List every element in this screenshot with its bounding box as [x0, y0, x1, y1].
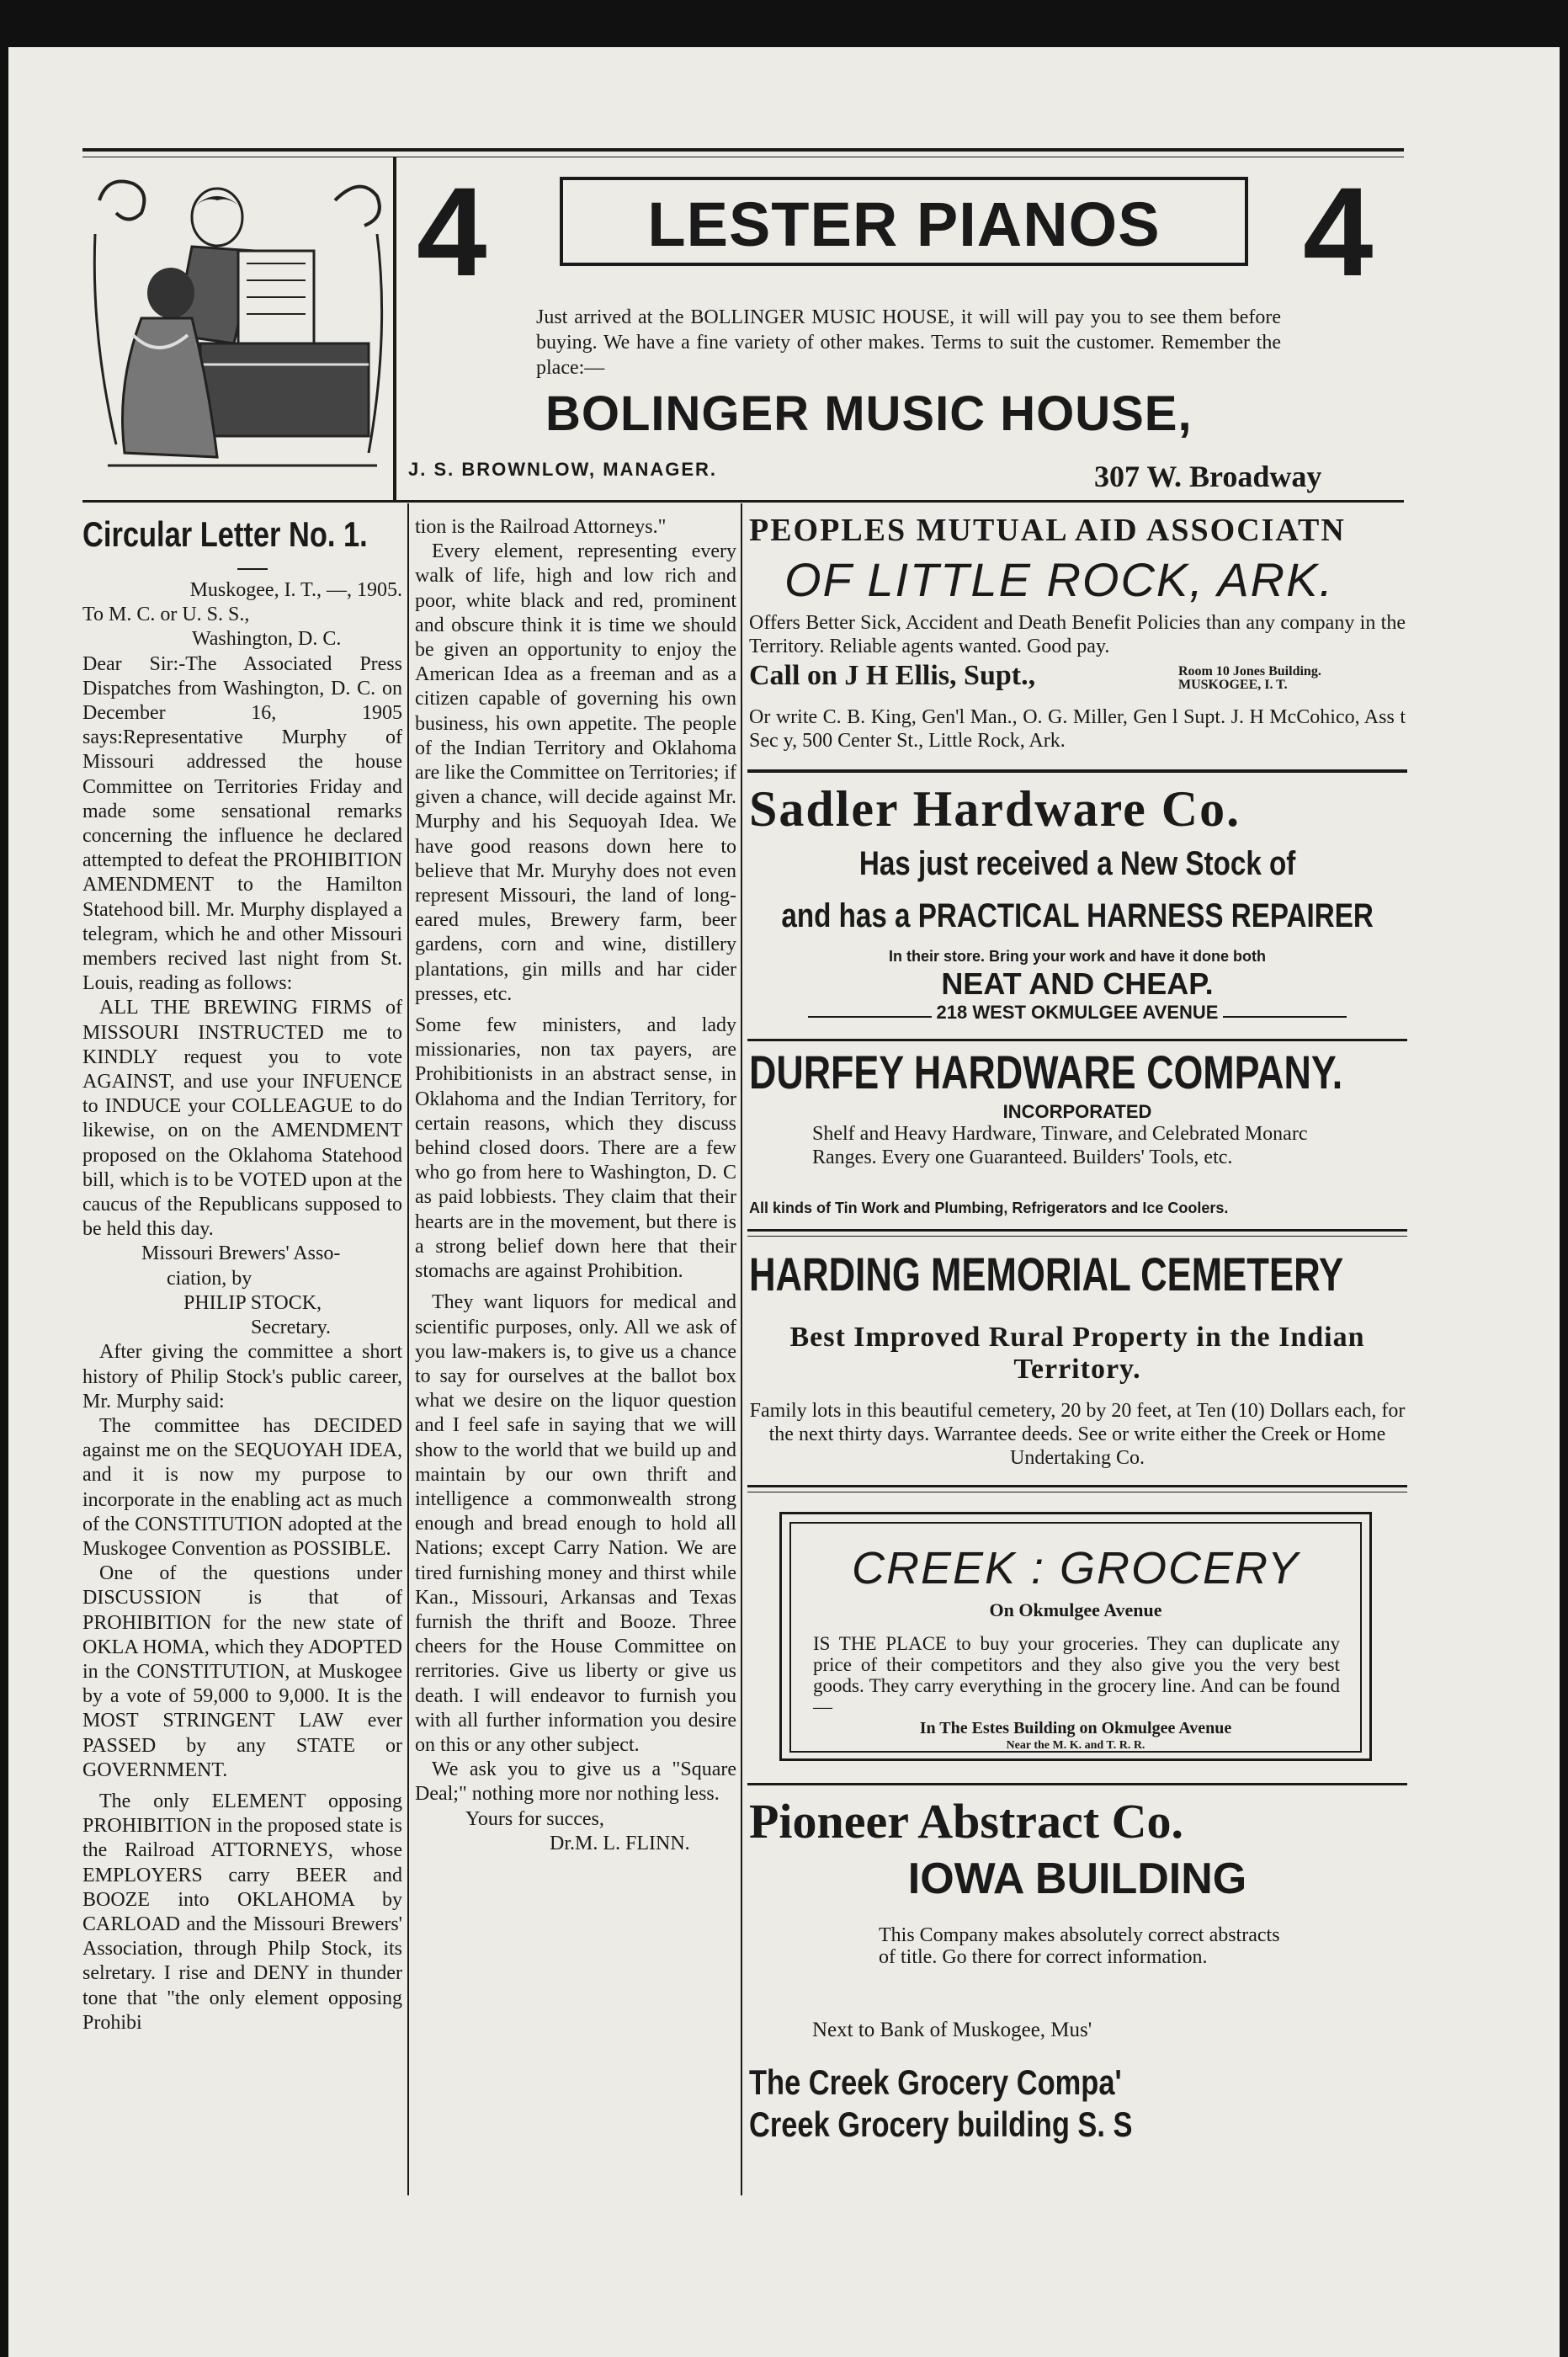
circular-letter-title: Circular Letter No. 1.: [82, 514, 368, 554]
letter-addressee: To M. C. or U. S. S.,: [82, 604, 250, 626]
harding-body: Family lots in this beautiful cemetery, 20 by 20 feet, at Ten (10) Dollars each, for the next thirty days. Warrantee deeds. See or write either the Creek or Home Undertaking Co.: [749, 1400, 1406, 1469]
header-vertical-rule: [393, 157, 396, 500]
peoples-mutual-contact: Or write C. B. King, Gen'l Man., O. G. Miller, Gen l Supt. J. H McCohico, Ass t Sec y, 500 Center St., Little Rock, Ark.: [749, 706, 1406, 752]
ad-rule-4: [747, 1485, 1407, 1487]
peoples-mutual-call: Call on J H Ellis, Supt.,: [749, 660, 1036, 691]
letter-column-2: [415, 515, 736, 1856]
column-rule-2: [741, 503, 742, 2195]
creek-grocery-near: Near the M. K. and T. R. R.: [1006, 1739, 1145, 1752]
letter-telegram: ALL THE BREWING FIRMS of MISSOURI INSTRUCTED me to KINDLY request you to vote AGAINST, and use your INFUENCE to INDUCE your COLLEAGUE to do likewise, on on the AMENDMENT proposed on the Oklahoma Statehood bill, which is to be VOTED upon at the caucus of the Republicans supposed to be held this day.: [82, 997, 402, 1241]
ad-rule-1: [747, 769, 1407, 773]
piano-illustration: [91, 167, 390, 482]
letter-signature-2: ciation, by: [167, 1267, 252, 1290]
letter-para-2: After giving the committee a short history of Philip Stock's public career, Mr. Murphy said:: [82, 1341, 402, 1413]
number-four-left: 4: [417, 161, 487, 302]
creek-grocery-title: CREEK : GROCERY: [851, 1543, 1300, 1594]
letter-signature-4: Secretary.: [251, 1317, 332, 1339]
number-four-right: 4: [1303, 161, 1374, 302]
creek-grocery-location: On Okmulgee Avenue: [989, 1599, 1162, 1620]
peoples-mutual-room: Room 10 Jones Building. MUSKOGEE, I. T.: [1178, 664, 1321, 692]
pioneer-next-to-bank: Next to Bank of Muskogee, Mus': [812, 2019, 1092, 2041]
creek-grocery-building: In The Estes Building on Okmulgee Avenue: [919, 1719, 1232, 1737]
letter-closing: Yours for succes,: [465, 1807, 604, 1830]
harding-title: HARDING MEMORIAL CEMETERY: [749, 1248, 1344, 1301]
sadler-address: [749, 1002, 1406, 1024]
bolinger-music-house-title: BOLINGER MUSIC HOUSE,: [545, 386, 1193, 441]
ad-rule-3: [747, 1229, 1407, 1232]
durfey-incorporated: INCORPORATED: [1002, 1101, 1152, 1122]
peoples-mutual-body: Offers Better Sick, Accident and Death Benefit Policies than any company in the Territory. Reliable agents wanted. Good pay.: [749, 612, 1406, 657]
lester-pianos-box: [560, 177, 1248, 266]
letter-signature-1: Missouri Brewers' Asso-: [141, 1242, 341, 1265]
letter-para-5: The only ELEMENT opposing PROHIBITION in the proposed state is the Railroad ATTORNEYS, whose EMPLOYERS carry BEER and BOOZE into OKLAHOMA by CARLOAD and the Missouri Brewers' Association, through Philp Stock, its selretary. I rise and DENY in thunder tone that "the only element opposing Prohibi: [82, 1790, 402, 2034]
letter-col2-para-1: Every element, representing every walk of life, high and low rich and poor, white black and red, prominent and obscure think it is time we should be given an opportunity to enjoy the American Idea as a freeman and as a citizen capable of governing his own business, his own appetite. The people of the Indian Territory and Oklahoma are like the Committee on Territories; if given a chance, will decide against Mr. Murphy and his Sequoyah Idea. We have good reasons down here to believe that Mr. Muryhy does not even represent Missouri, the land of long-eared mules, Brewery farm, beer gardens, corn and wine, distillery plantations, gin mills and har cider presses, etc.: [415, 540, 736, 1005]
header-bottom-rule: [82, 500, 1404, 503]
letter-signature-3: PHILIP STOCK,: [183, 1291, 322, 1314]
top-rule: [82, 148, 1404, 152]
sadler-line-3: In their store. Bring your work and have it done both: [888, 948, 1267, 965]
letter-col2-para-4: We ask you to give us a "Square Deal;" nothing more nor nothing less.: [415, 1758, 736, 1806]
peoples-mutual-location: OF LITTLE ROCK, ARK.: [784, 553, 1335, 606]
sadler-title: Sadler Hardware Co.: [749, 781, 1241, 837]
manager-line: J. S. BROWNLOW, MANAGER.: [408, 459, 717, 480]
box-left-border: [560, 177, 563, 266]
address-broadway: 307 W. Broadway: [1094, 460, 1322, 493]
letter-para-3: The committee has DECIDED against me on the SEQUOYAH IDEA, and it is now my purpose to incorporate in the enabling act as much of the CONSTITUTION adopted at the Muskogee Convention as POSSIBLE.: [82, 1414, 402, 1560]
creek-grocery-company: The Creek Grocery Compa': [749, 2062, 1122, 2102]
peoples-mutual-title: PEOPLES MUTUAL AID ASSOCIATN: [749, 513, 1346, 548]
harding-subtitle: Best Improved Rural Property in the Indian Territory.: [789, 1322, 1365, 1385]
creek-grocery-building-line: Creek Grocery building S. S: [749, 2104, 1133, 2144]
letter-dateline: Muskogee, I. T., —, 1905.: [189, 579, 402, 601]
letter-col2-line1: tion is the Railroad Attorneys.": [415, 516, 667, 538]
letter-col2-para-2: Some few ministers, and lady missionaries, non tax payers, are Prohibitionists in an abstract sense, in Oklahoma and the Indian Territory, for certain reasons, which they discuss behind closed doors. There are a few who go from here to Washington, D. C as paid lobbiests. They claim that their hearts are in the movement, but there is a strong belief down here that their stomachs are against Prohibition.: [415, 1014, 736, 1283]
lester-pianos-headline: LESTER PIANOS: [647, 189, 1161, 259]
letter-addressee-city: Washington, D. C.: [192, 628, 342, 651]
letter-para-4: One of the questions under DISCUSSION is that of PROHIBITION for the new state of OKLA HOMA, which they ADOPTED in the CONSTITUTION, at Muskogee by a vote of 59,000 to 9,000. It is the MOST STRINGENT LAW ever PASSED by any STATE or GOVERNMENT.: [82, 1562, 402, 1781]
letter-col2-para-3: They want liquors for medical and scientific purposes, only. All we ask of you law-makers is, to give us a chance to say for ourselves at the ballot box what we desire on the liquor question and I feel safe in saying that we will show to the world that we build up and maintain by our own thrift and intelligence a commonwealth strong enough and bread enough to hold all Nations; except Carry Nation. We are tired furnishing money and thirst while Kan., Missouri, Arkansas and Texas furnish the thrift and Booze. Three cheers for the House Committee on rerritories. Give us liberty or give us death. I will endeavor to furnish you with all further information you desire on this or any other subject.: [415, 1291, 736, 1756]
pioneer-body: This Company makes absolutely correct abstracts of title. Go there for correct information.: [879, 1924, 1280, 1968]
pioneer-building: IOWA BUILDING: [907, 1854, 1247, 1903]
ad-rule-2: [747, 1039, 1407, 1041]
sadler-line-2: and has a PRACTICAL HARNESS REPAIRER: [781, 897, 1374, 934]
column-rule-1: [407, 503, 409, 2195]
durfey-footer: All kinds of Tin Work and Plumbing, Refrigerators and Ice Coolers.: [749, 1200, 1229, 1216]
letter-para-1: Dear Sir:-The Associated Press Dispatches from Washington, D. C. on December 16, 1905 says:Representative Murphy of Missouri addressed the house Committee on Territories Friday and made some sensational remarks concerning the influence he declared attempted to defeat the PROHIBITION AMENDMENT to the Hamilton Statehood bill. Mr. Murphy displayed a telegram, which he and other Missouri members recived last night from St. Louis, reading as follows:: [82, 652, 402, 995]
sadler-address-text: 218 WEST OKMULGEE AVENUE: [932, 1002, 1224, 1023]
ad-rule-5: [747, 1783, 1407, 1785]
pioneer-title: Pioneer Abstract Co.: [749, 1794, 1183, 1849]
ad-rule-3b: [747, 1236, 1407, 1237]
letter-column-1: [82, 578, 402, 2035]
lester-pianos-body: Just arrived at the BOLLINGER MUSIC HOUSE, it will will pay you to see them before buying. We have a fine variety of other makes. Terms to suit the customer. Remember the place:—: [536, 306, 1281, 379]
letter-signer: Dr.M. L. FLINN.: [550, 1832, 690, 1854]
creek-grocery-body: IS THE PLACE to buy your groceries. They can duplicate any price of their competitors and they also give you the very best goods. They carry everything in the grocery line. And can be found—: [813, 1633, 1340, 1717]
sadler-line-1: Has just received a New Stock of: [858, 845, 1296, 882]
durfey-title: DURFEY HARDWARE COMPANY.: [749, 1045, 1343, 1099]
sadler-neat-cheap: NEAT AND CHEAP.: [941, 966, 1214, 1001]
durfey-body: Shelf and Heavy Hardware, Tinware, and Celebrated Monarc Ranges. Every one Guaranteed. Builders' Tools, etc.: [812, 1123, 1308, 1168]
title-dash: [237, 568, 268, 570]
